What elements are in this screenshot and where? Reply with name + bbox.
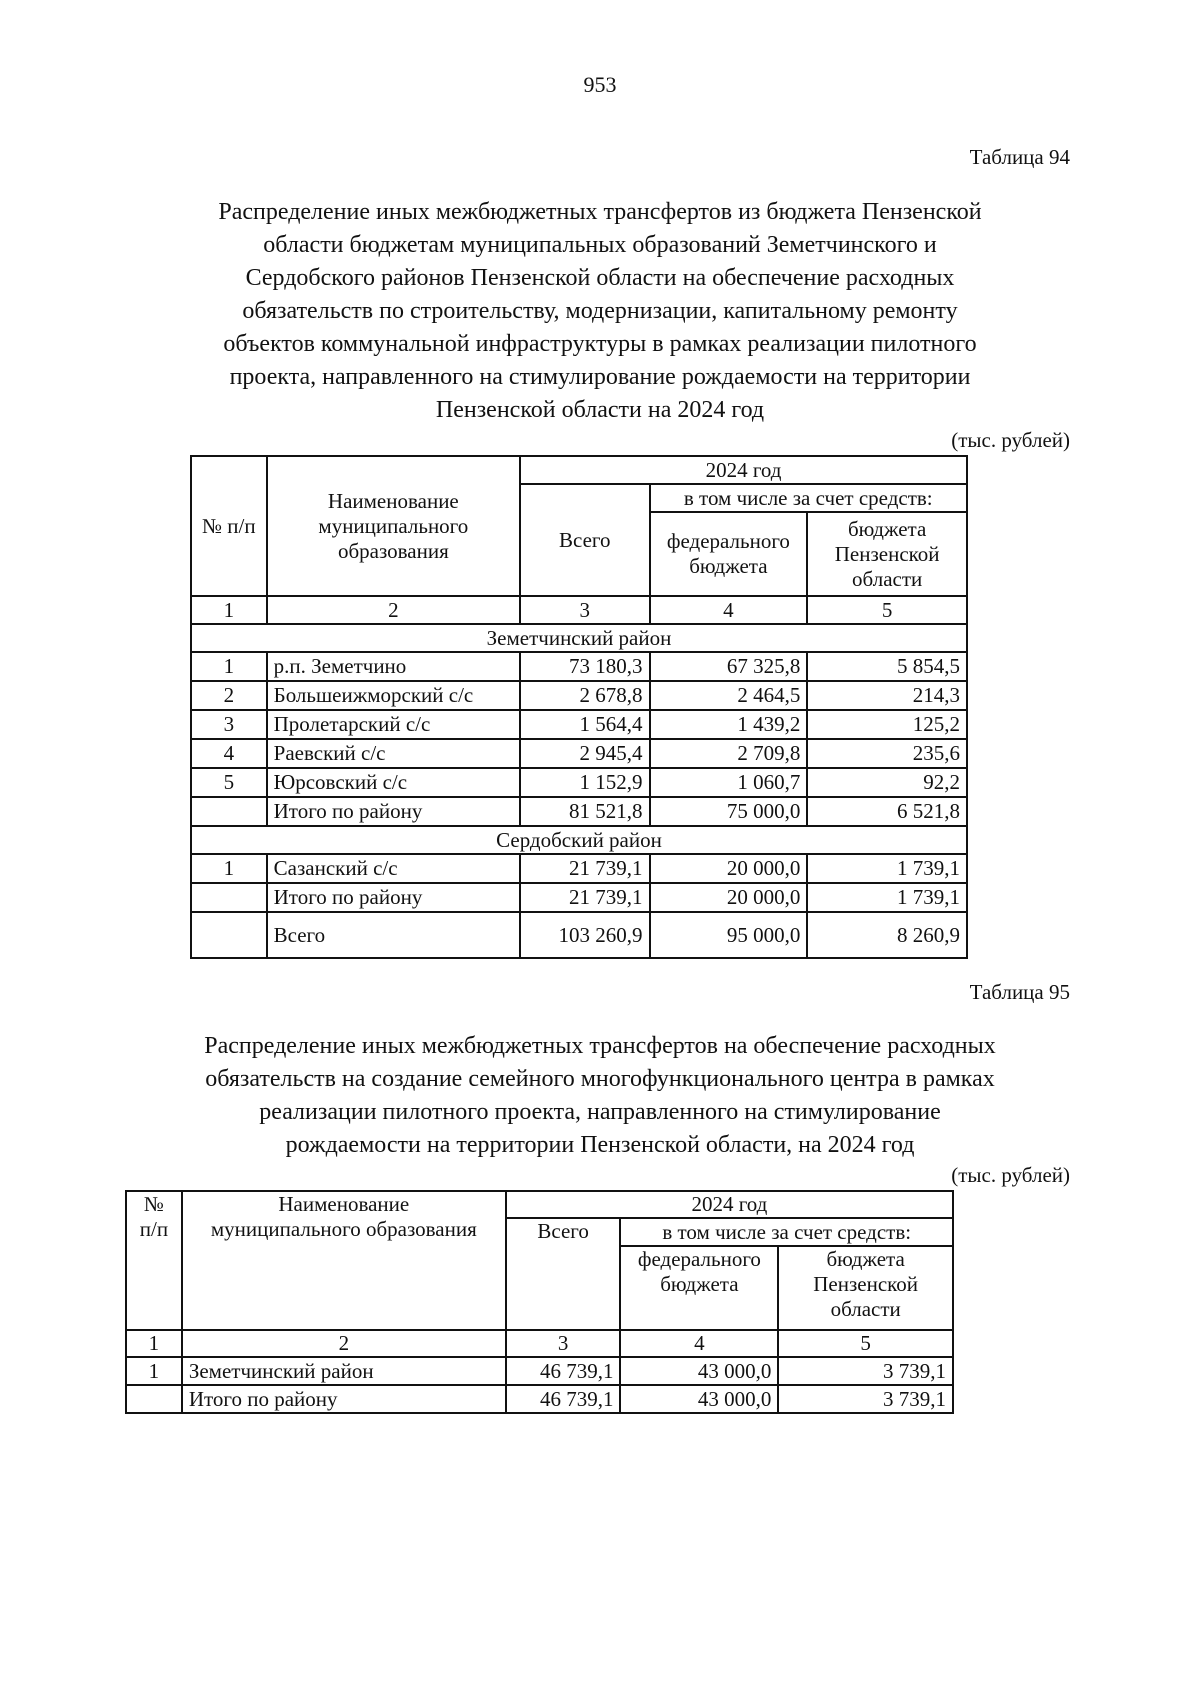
- header-num-line: №: [143, 1192, 164, 1216]
- header-name-line: Наименование: [278, 1192, 410, 1216]
- header-including: в том числе за счет средств:: [620, 1218, 953, 1246]
- cell-federal: 67 325,8: [650, 652, 808, 681]
- title-line: рождаемости на территории Пензенской области, на 2024 год: [285, 1132, 915, 1158]
- cell-federal: 2 709,8: [650, 739, 808, 768]
- page-number: 953: [583, 72, 617, 97]
- table-94: [190, 455, 968, 959]
- cell-federal: 95 000,0: [650, 912, 808, 958]
- cell-regional: 1 739,1: [807, 883, 967, 912]
- cell-regional: 5 854,5: [807, 652, 967, 681]
- header-federal: федерального бюджета: [620, 1246, 778, 1330]
- cell-federal: 2 464,5: [650, 681, 808, 710]
- header-federal: федерального бюджета: [650, 512, 808, 596]
- cell-num: [191, 912, 267, 958]
- title-line: проекта, направленного на стимулирование рождаемости на территории: [229, 364, 971, 390]
- cell-regional: 235,6: [807, 739, 967, 768]
- subtotal-row: [126, 1385, 953, 1413]
- title-line: обязательств на создание семейного многофункционального центра в рамках: [205, 1066, 995, 1092]
- table-row: [191, 768, 967, 797]
- cell-num: [191, 797, 267, 826]
- table-row: [191, 739, 967, 768]
- cell-total: 1 564,4: [520, 710, 649, 739]
- header-name: Наименование муниципального образования: [267, 456, 520, 596]
- header-regional: бюджета Пензенской области: [807, 512, 967, 596]
- header-name: [182, 1191, 506, 1330]
- header-regional: бюджета Пензенской области: [778, 1246, 953, 1330]
- cell-total: 1 152,9: [520, 768, 649, 797]
- cell-federal: 43 000,0: [620, 1357, 778, 1385]
- cell-num: [126, 1385, 182, 1413]
- table-94-label: Таблица 94: [969, 145, 1070, 169]
- table-94-unit: (тыс. рублей): [951, 428, 1070, 452]
- col-number: 4: [650, 596, 808, 624]
- subtotal-row: [191, 883, 967, 912]
- header-total: Всего: [506, 1218, 621, 1330]
- header-num-line: п/п: [139, 1217, 169, 1241]
- cell-total: 21 739,1: [520, 883, 649, 912]
- cell-total: 2 678,8: [520, 681, 649, 710]
- cell-num: 1: [191, 854, 267, 883]
- cell-federal: 1 060,7: [650, 768, 808, 797]
- title-line: Распределение иных межбюджетных трансфертов на обеспечение расходных: [204, 1033, 996, 1059]
- header-name-line: муниципального образования: [210, 1217, 477, 1241]
- table-row: [191, 710, 967, 739]
- col-number: 5: [778, 1330, 953, 1357]
- cell-federal: 75 000,0: [650, 797, 808, 826]
- cell-num: 1: [191, 652, 267, 681]
- title-line: реализации пилотного проекта, направленного на стимулирование: [259, 1099, 941, 1125]
- cell-regional: 1 739,1: [807, 854, 967, 883]
- col-number: 4: [620, 1330, 778, 1357]
- cell-regional: 214,3: [807, 681, 967, 710]
- col-number: 3: [506, 1330, 621, 1357]
- cell-federal: 20 000,0: [650, 854, 808, 883]
- cell-name: Раевский с/с: [267, 739, 520, 768]
- col-number: 1: [191, 596, 267, 624]
- table-94-title: [100, 196, 1100, 427]
- title-line: объектов коммунальной инфраструктуры в рамках реализации пилотного: [223, 331, 977, 357]
- subtotal-row: [191, 797, 967, 826]
- cell-name: Большеижморский с/с: [267, 681, 520, 710]
- cell-num: [191, 883, 267, 912]
- title-line: Сердобского районов Пензенской области на обеспечение расходных: [245, 265, 955, 291]
- cell-name: Итого по району: [267, 797, 520, 826]
- cell-regional: 8 260,9: [807, 912, 967, 958]
- header-including: в том числе за счет средств:: [650, 484, 968, 512]
- table-95-label: Таблица 95: [969, 980, 1070, 1004]
- cell-num: 5: [191, 768, 267, 797]
- cell-total: 46 739,1: [506, 1357, 621, 1385]
- table-95: [125, 1190, 954, 1414]
- table-row: [191, 681, 967, 710]
- header-year: 2024 год: [506, 1191, 953, 1218]
- cell-regional: 6 521,8: [807, 797, 967, 826]
- section-header: Земетчинский район: [191, 624, 967, 652]
- col-number: 5: [807, 596, 967, 624]
- header-num: [126, 1191, 182, 1330]
- col-number: 2: [267, 596, 520, 624]
- header-num: № п/п: [191, 456, 267, 596]
- cell-total: 46 739,1: [506, 1385, 621, 1413]
- header-total: Всего: [520, 484, 649, 596]
- cell-regional: 125,2: [807, 710, 967, 739]
- cell-name: Пролетарский с/с: [267, 710, 520, 739]
- cell-name: р.п. Земетчино: [267, 652, 520, 681]
- cell-name: Всего: [267, 912, 520, 958]
- cell-num: 4: [191, 739, 267, 768]
- grand-total-row: [191, 912, 967, 958]
- cell-name: Итого по району: [267, 883, 520, 912]
- title-line: Пензенской области на 2024 год: [435, 397, 765, 423]
- title-line: обязательств по строительству, модернизации, капитальному ремонту: [242, 298, 958, 324]
- cell-total: 73 180,3: [520, 652, 649, 681]
- cell-num: 2: [191, 681, 267, 710]
- cell-regional: 92,2: [807, 768, 967, 797]
- cell-total: 21 739,1: [520, 854, 649, 883]
- col-number: 3: [520, 596, 649, 624]
- cell-name: Юрсовский с/с: [267, 768, 520, 797]
- cell-regional: 3 739,1: [778, 1357, 953, 1385]
- cell-num: 1: [126, 1357, 182, 1385]
- cell-regional: 3 739,1: [778, 1385, 953, 1413]
- cell-federal: 43 000,0: [620, 1385, 778, 1413]
- col-number: 2: [182, 1330, 506, 1357]
- cell-name: Итого по району: [182, 1385, 506, 1413]
- cell-name: Сазанский с/с: [267, 854, 520, 883]
- cell-total: 103 260,9: [520, 912, 649, 958]
- title-line: Распределение иных межбюджетных трансфертов из бюджета Пензенской: [218, 199, 982, 225]
- cell-federal: 1 439,2: [650, 710, 808, 739]
- table-row: [191, 854, 967, 883]
- col-number: 1: [126, 1330, 182, 1357]
- table-95-title: [80, 1030, 1120, 1162]
- cell-name: Земетчинский район: [182, 1357, 506, 1385]
- section-header: Сердобский район: [191, 826, 967, 854]
- cell-total: 2 945,4: [520, 739, 649, 768]
- cell-total: 81 521,8: [520, 797, 649, 826]
- title-line: области бюджетам муниципальных образований Земетчинского и: [263, 232, 937, 258]
- cell-federal: 20 000,0: [650, 883, 808, 912]
- header-year: 2024 год: [520, 456, 967, 484]
- table-row: [126, 1357, 953, 1385]
- table-95-unit: (тыс. рублей): [951, 1163, 1070, 1187]
- cell-num: 3: [191, 710, 267, 739]
- table-row: [191, 652, 967, 681]
